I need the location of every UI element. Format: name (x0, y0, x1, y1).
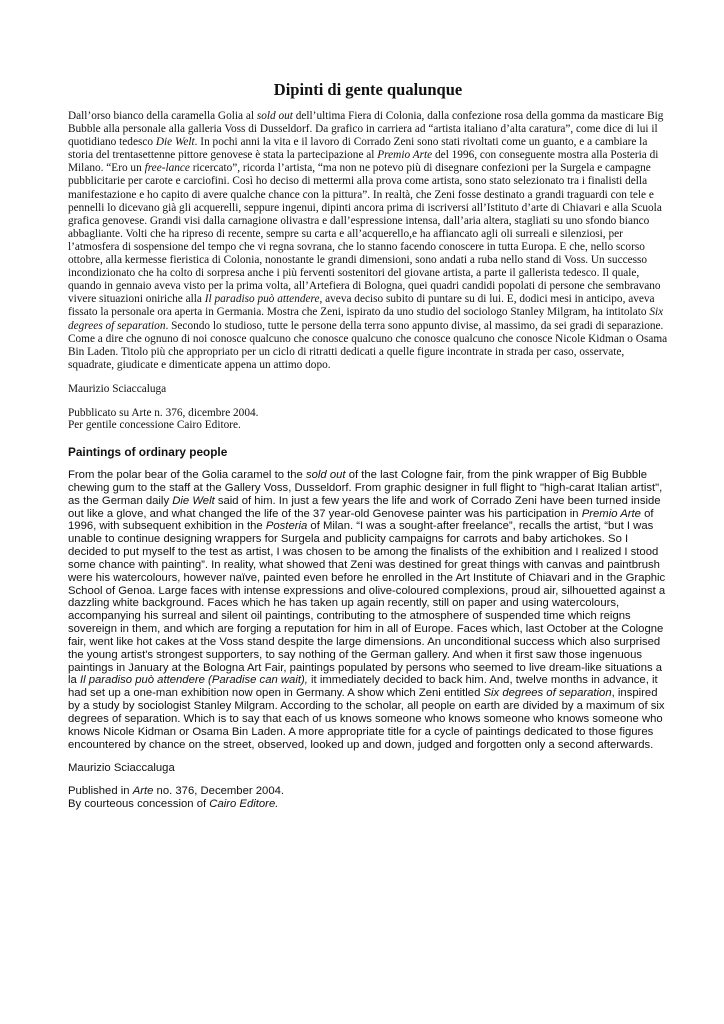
italian-body-italic: Premio Arte (377, 149, 433, 162)
italian-body-text: ricercato”, ricorda l’artista, “ma non ne potevo più di disegnare confezioni per la Surgela e campagne pubblicitarie per carote e carciofini. Così ho deciso di mettermi alla prova come artista, sono stato selezionato tra i finalisti della manifestazione e ho capito di avere qualche chance con la pittura”. In realtà, che Zeni fosse destinato a grandi traguardi con tele e pennelli lo dicevano già gli acquerelli, seppure ingenui, dipinti ancora prima di iscriversi all’Istituto d’arte di Chiavari e alla Scuola grafica genovese. Grandi visi dalla carnagione olivastra e dall’espressione intensa, dall’aria altera, stagliati su uno sfondo bianco abbagliante. Volti che ha ripreso di recente, sempre su carta e all’acquerello,e ha affiancato agli oli surreali e silenziosi, per l’atmosfera di sospensione del tempo che vi regna sovrana, che lo stanno facendo conoscere in tutta Europa. E che, nello scorso ottobre, alla kermesse fieristica di Colonia, nonostante le grandi dimensioni, sono andati a ruba nello stand di Voss. Un successo incondizionato che ha colto di sorpresa anche i più ferventi sostenitori del giovane artista, a parte il gallerista tedesco. Il quale, quando in gennaio aveva visto per la prima volta, all’Artefiera di Bologna, quei quadri candidi popolati di persone che sembravano vivere situazioni oniriche alla (68, 162, 662, 306)
italian-body-text: , aveva deciso subito di puntare su di lui. E, dodici mesi in anticipo, aveva fissato la personale ora aperta in Germania. Mostra che Zeni, ispirato da uno studio del sociologo Stanley Milgram, ha intitolato (68, 293, 655, 319)
italian-publication-note (68, 407, 668, 432)
english-body-text: said of him. In just a few years the life and work of Corrado Zeni have been turned inside out like a glove, and what changed the life of the 37 year-old Genovese painter was his participation in (68, 494, 661, 520)
english-publication-note (68, 785, 668, 811)
english-body-italic: Il paradiso può attendere (Paradise can wait), (79, 674, 308, 687)
english-body-text: it immediately decided to back him. And, twelve months in advance, it had set up a one-man exhibition now open in Germany. A show which Zeni entitled (68, 674, 658, 700)
english-courtesy-line: By courteous concession of Cairo Editore. (68, 798, 279, 811)
english-body-text: , inspired by a study by sociologist Stanley Milgram. According to the scholar, all people on earth are divided by a maximum of six degrees of separation. Which is to say that each of us knows someone who knows someone who knows someone who knows Nicole Kidman or Osama Bin Laden. A more appropriate title for a cycle of paintings dedicated to those figures encountered by chance on the street, observed, looked up and down, judged and forgotten only a second afterwards. (68, 687, 665, 751)
italian-title: Dipinti di gente qualunque (273, 80, 463, 99)
italian-body-text: . In pochi anni la vita e il lavoro di Corrado Zeni sono stati rivoltati come un guanto, e a cambiare la storia del trentasettenne pittore genovese è stata la partecipazione al (68, 136, 648, 162)
italian-signature: Maurizio Sciaccaluga (68, 382, 167, 395)
italian-body-text: del 1996, con conseguente mostra alla Posteria di Milano. “Ero un (68, 149, 659, 175)
italian-body-text: dell’ultima Fiera di Colonia, dalla confezione rosa della gomma da masticare Big Bubble alla personale alla galleria Voss di Dusseldorf. Da grafico in carriera ad “artista italiano d’alta caratura”, come dice di lui il quotidiano tedesco (68, 110, 664, 149)
english-signature: Maurizio Sciaccaluga (68, 761, 175, 774)
english-published-line: Published in Arte no. 376, December 2004. (68, 785, 285, 798)
italian-body (68, 110, 668, 372)
english-body-text: of the last Cologne fair, from the pink wrapper of Big Bubble chewing gum to the staff at the Gallery Voss, Dusseldorf. From graphic designer in full flight to "high-carat Italian artist", as the German daily (68, 468, 663, 507)
english-body-italic: Die Welt (172, 494, 215, 507)
italian-body-italic: sold out (256, 110, 293, 122)
english-body-italic: sold out (305, 468, 346, 481)
english-body-text: From the polar bear of the Golia caramel to the (68, 468, 306, 481)
english-title: Paintings of ordinary people (68, 444, 228, 459)
italian-courtesy-line: Per gentile concessione Cairo Editore. (68, 419, 241, 432)
italian-published-line: Pubblicato su Arte n. 376, dicembre 2004. (68, 406, 259, 419)
italian-body-italic: free-lance (144, 162, 190, 175)
publisher-name: Cairo Editore. (209, 798, 279, 811)
english-body (68, 469, 668, 752)
italian-body-text: . Secondo lo studioso, tutte le persone della terra sono appunto divise, al massimo, da sei gradi di separazione. Come a dire che ognuno di noi conosce qualcuno che conosce qualcuno che conosce qualcuno che conosce Nicole Kidman o Osama Bin Laden. Titolo più che appropriato per un ciclo di ritratti dedicati a quelle figure incontrate in strada per caso, osservate, squadrate, giudicate e dimenticate appena un attimo dopo. (68, 319, 668, 371)
italian-body-italic: Die Welt (155, 136, 195, 149)
italian-body-text: Dall’orso bianco della caramella Golia al (68, 110, 257, 122)
italian-body-italic: Il paradiso può attendere (204, 293, 320, 306)
italian-body-italic: Six degrees of separation (68, 306, 664, 332)
document-page (68, 80, 668, 811)
english-body-text: of 1996, with subsequent exhibition in the (68, 507, 654, 533)
english-body-italic: Posteria (265, 520, 308, 533)
english-body-text: of Milan. “I was a sought-after freelance”, recalls the artist, “but I was unable to continue designing wrappers for Surgela and publicity campaigns for carrots and baby artichokes. So I decided to put myself to the test as artist, I was chosen to be among the finalists of the exhibition and I realized I stood some chance with painting”. In reality, what showed that Zeni was destined for great things with canvas and paintbrush were his watercolours, however naïve, painted even before he enrolled in the Art Institute of Chiavari and in the Graphic School of Genoa. Large faces with intense expressions and olive-coloured complexions, proud air, silhouetted against a dazzling white background. Faces which he has taken up again recently, still on paper and using watercolours, accompanying his surreal and silent oil paintings, contributing to the atmosphere of suspended time which reigns sovereign in them, and which are forging a reputation for him in all of Europe. Faces which, last October at the Cologne fair, went like hot cakes at the Voss stand despite the large dimensions. An unconditional success which also surprised the young artist's strongest supporters, to say nothing of the German gallery. And when it first saw those ingenuous paintings in January at the Bologna Art Fair, paintings populated by persons who seemed to live dream-like situations a la (68, 520, 666, 687)
english-body-italic: Premio Arte (581, 507, 641, 520)
magazine-name: Arte (132, 785, 154, 798)
english-body-italic: Six degrees of separation (483, 687, 612, 700)
